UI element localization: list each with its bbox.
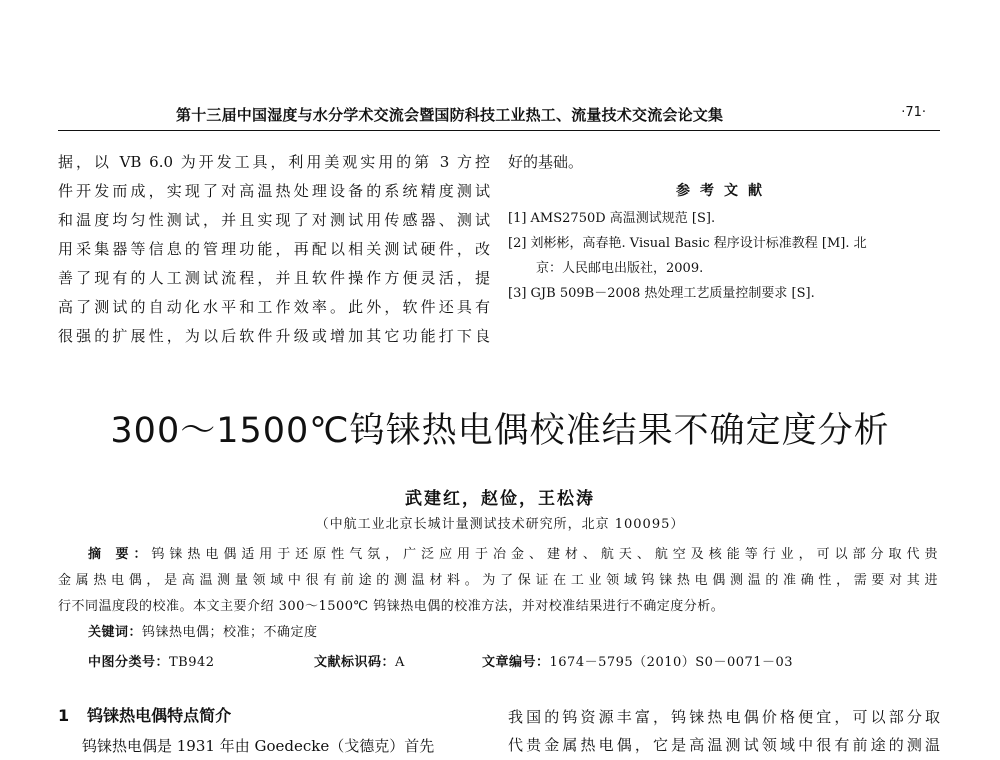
page-number: ·71·: [901, 105, 926, 120]
classification-row: [58, 650, 938, 676]
doc-code-item: [314, 650, 405, 676]
text-line: 据，以 VB 6.0 为开发工具，利用美观实用的第 3 方控: [58, 153, 490, 171]
doc-code-label: 文献标识码：: [314, 655, 396, 670]
section-heading: [58, 703, 231, 726]
clc-item: [88, 650, 215, 676]
text-line: 善了现有的人工测试流程，并且软件操作方便灵活，提: [58, 269, 490, 287]
abstract-row: 行不同温度段的校准。本文主要介绍 300～1500℃ 钨铼热电偶的校准方法，并对校准结果进行不确定度分析。: [58, 599, 725, 614]
paper-affiliation: （中航工业北京长城计量测试技术研究所，北京 100095）: [315, 517, 685, 532]
doc-code-value: A: [395, 655, 405, 670]
article-no-item: [482, 650, 793, 676]
header-title: 第十三届中国湿度与水分学术交流会暨国防科技工业热工、流量技术交流会论文集: [176, 106, 724, 124]
keywords-label: 关键词：: [88, 625, 143, 640]
article-no-value: 1674－5795（2010）S0－0071－03: [549, 655, 794, 670]
abstract-row: 金属热电偶，是高温测量领域中很有前途的测温材料。为了保证在工业领域钨铼热电偶测温的准确性，需要对其进: [58, 573, 938, 588]
text-line: 很强的扩展性，为以后软件升级或增加其它功能打下良: [58, 327, 490, 345]
abstract-label: 摘 要：: [88, 547, 152, 562]
reference-item: [2] 刘彬彬，高春艳. Visual Basic 程序设计标准教程 [M]. 北: [508, 236, 867, 251]
references-title: 参考文献: [676, 183, 772, 199]
clc-value: TB942: [169, 655, 215, 670]
clc-label: 中图分类号：: [88, 655, 170, 670]
paper-authors: 武建红，赵俭，王松涛: [405, 489, 595, 509]
prev-article-left-column: [58, 148, 490, 351]
section-right-column: [508, 703, 940, 759]
section-number: 1: [58, 706, 70, 725]
text-line: 我国的钨资源丰富，钨铼热电偶价格便宜，可以部分取: [508, 708, 940, 726]
text-line: 代贵金属热电偶，它是高温测试领域中很有前途的测温: [508, 736, 940, 754]
section-title: 钨铼热电偶特点简介: [87, 706, 232, 725]
article-no-label: 文章编号：: [482, 655, 550, 670]
reference-item-continued: 京：人民邮电出版社，2009.: [536, 261, 704, 276]
keywords-row: [58, 620, 938, 646]
text-line: 用采集器等信息的管理功能，再配以相关测试硬件，改: [58, 240, 490, 258]
abstract-block: [58, 542, 938, 676]
abstract-text: 钨铼热电偶适用于还原性气氛，广泛应用于冶金、建材、航天、航空及核能等行业，可以部分取代贵: [151, 547, 938, 562]
running-header: [58, 102, 940, 131]
paper-title: 300～1500℃钨铼热电偶校准结果不确定度分析: [110, 411, 890, 451]
section-left-text: 钨铼热电偶是 1931 年由 Goedecke（戈德克）首先: [82, 737, 435, 755]
text-line: 和温度均匀性测试，并且实现了对测试用传感器、测试: [58, 211, 490, 229]
reference-item: [3] GJB 509B－2008 热处理工艺质量控制要求 [S].: [508, 286, 815, 301]
text-line: 高了测试的自动化水平和工作效率。此外，软件还具有: [58, 298, 490, 316]
prev-article-right-column: [508, 148, 940, 306]
abstract-row: [58, 542, 938, 568]
reference-item: [1] AMS2750D 高温测试规范 [S].: [508, 211, 716, 226]
text-line: 件开发而成，实现了对高温热处理设备的系统精度测试: [58, 182, 490, 200]
keywords-text: 钨铼热电偶；校准；不确定度: [142, 625, 318, 640]
text-line: 好的基础。: [508, 153, 584, 171]
